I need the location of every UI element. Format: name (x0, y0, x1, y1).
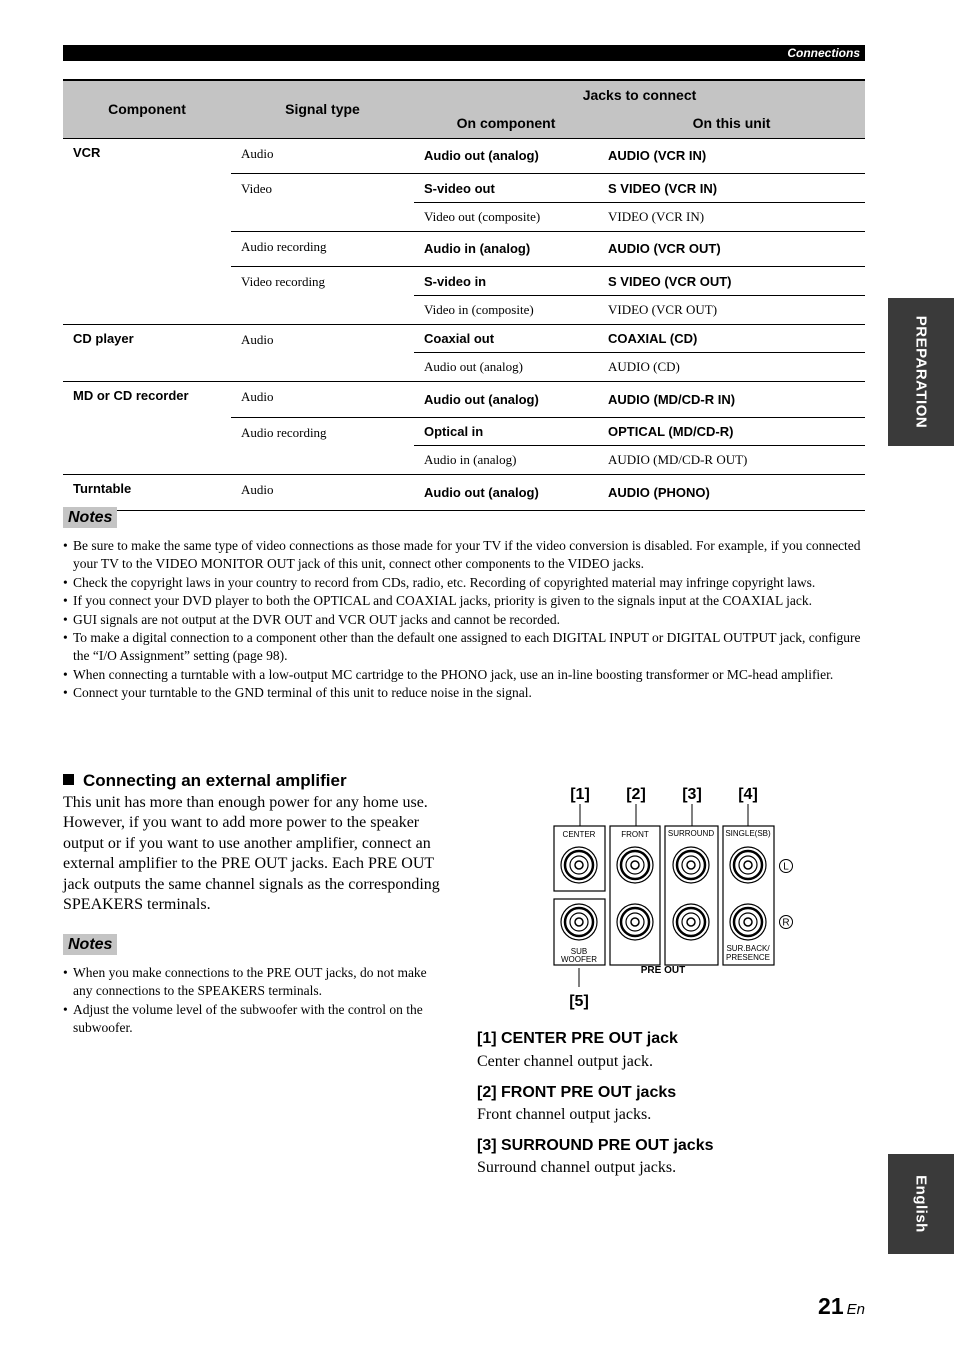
label-sur-back: SUR.BACK/ (726, 944, 770, 953)
rca-jack-icon (617, 904, 653, 940)
notes-list (63, 537, 865, 703)
rca-jack-icon (730, 847, 766, 883)
note-item: • Connect your turntable to the GND terminal of this unit to reduce noise in the signal. (63, 684, 865, 702)
cell-signal: Audio (231, 382, 414, 418)
rca-jack-icon (730, 904, 766, 940)
cell-component: VCR (63, 138, 231, 324)
cell-on-unit: OPTICAL (MD/CD-R) (598, 417, 865, 446)
section-name: Connections (787, 46, 860, 60)
cell-signal: Audio (231, 324, 414, 381)
note-item: • Check the copyright laws in your country to record from CDs, radio, etc. Recording of copyrighted material may infringe copyright laws. (63, 574, 865, 592)
cell-on-component: Audio out (analog) (414, 353, 598, 382)
cell-on-unit: AUDIO (MD/CD-R IN) (598, 382, 865, 418)
cell-signal: Audio (231, 475, 414, 511)
label-woofer: WOOFER (561, 955, 597, 964)
cell-signal: Audio (231, 138, 414, 174)
callout-2: [2] (626, 786, 646, 803)
cell-component: Turntable (63, 475, 231, 511)
cell-on-component: Optical in (414, 417, 598, 446)
cell-on-unit: S VIDEO (VCR OUT) (598, 267, 865, 296)
note-item: • To make a digital connection to a component other than the default one assigned to each DIGITAL INPUT or DIGITAL OUTPUT jack, configure the “I/O Assignment” setting (page 98). (63, 629, 865, 666)
cell-on-unit: VIDEO (VCR OUT) (598, 295, 865, 324)
item-2-title: [2] FRONT PRE OUT jacks (477, 1084, 677, 1101)
cell-on-component: Audio out (analog) (414, 382, 598, 418)
section-body: This unit has more than enough power for any home use. However, if you want to add more power to the speaker output or if you want to use another amplifier, connect an external amplifier to the PRE OUT jacks. Each PRE OUT jack outputs the same channel signals as the corresponding SPEAKERS terminals. (63, 794, 440, 914)
rca-jack-icon (617, 847, 653, 883)
square-bullet-icon (63, 774, 74, 785)
section-title (63, 771, 347, 791)
cell-signal: Video recording (231, 267, 414, 324)
callout-1: [1] (570, 786, 590, 803)
label-front: FRONT (621, 830, 649, 839)
label-presence: PRESENCE (725, 953, 771, 962)
label-surround: SURROUND (667, 829, 715, 838)
label-pre-out: PRE OUT (640, 965, 686, 976)
cell-on-component: S-video in (414, 267, 598, 296)
notes-label: Notes (63, 507, 117, 528)
cell-signal: Audio recording (231, 417, 414, 474)
note-item: • When you make connections to the PRE OUT jacks, do not make any connections to the SPEAKERS terminals. (63, 964, 448, 1001)
table-row (63, 475, 865, 511)
label-single-sb: SINGLE(SB) (725, 829, 771, 838)
callout-5: [5] (569, 993, 589, 1010)
cell-on-component: Video out (composite) (414, 202, 598, 231)
notes-label: Notes (63, 934, 117, 955)
cell-component: CD player (63, 324, 231, 381)
col-header-on-unit: On this unit (598, 109, 865, 138)
cell-on-unit: AUDIO (VCR IN) (598, 138, 865, 174)
note-item: • When connecting a turntable with a low-output MC cartridge to the PHONO jack, use an in-line boosting transformer or MC-head amplifier. (63, 666, 865, 684)
item-3-title: [3] SURROUND PRE OUT jacks (477, 1137, 714, 1154)
side-tab-english-label: English (912, 1175, 930, 1233)
col-header-component: Component (63, 80, 231, 138)
rca-jack-icon (673, 904, 709, 940)
cell-on-unit: AUDIO (VCR OUT) (598, 231, 865, 267)
notes-list (63, 964, 448, 1038)
section-title-text: Connecting an external amplifier (83, 771, 347, 790)
cell-on-unit: S VIDEO (VCR IN) (598, 174, 865, 203)
col-header-jacks: Jacks to connect (414, 80, 865, 109)
table-row (63, 382, 865, 418)
table-row (63, 138, 865, 174)
callout-3: [3] (682, 786, 702, 803)
page-number-suffix: En (846, 1301, 865, 1318)
header-bar (63, 45, 865, 61)
cell-on-component: Video in (composite) (414, 295, 598, 324)
note-item: • Be sure to make the same type of video connections as those made for your TV if the video conversion is disabled. For example, if you connected your TV to the VIDEO MONITOR OUT jack of this unit, connect other components to the VIDEO jacks. (63, 537, 865, 574)
cell-on-component: Audio in (analog) (414, 446, 598, 475)
cell-on-unit: AUDIO (MD/CD-R OUT) (598, 446, 865, 475)
cell-on-component: S-video out (414, 174, 598, 203)
col-header-on-component: On component (414, 109, 598, 138)
label-left: L (783, 861, 789, 873)
side-tab-english (888, 1154, 954, 1254)
cell-signal: Audio recording (231, 231, 414, 267)
pre-out-jacks-diagram (550, 780, 800, 1015)
rca-jack-icon (561, 904, 597, 940)
item-1-desc: Center channel output jack. (477, 1053, 653, 1070)
label-center: CENTER (562, 830, 596, 839)
cell-on-unit: AUDIO (PHONO) (598, 475, 865, 511)
connections-table (63, 79, 865, 511)
note-item: • GUI signals are not output at the DVR OUT and VCR OUT jacks and cannot be recorded. (63, 611, 865, 629)
cell-on-component: Audio out (analog) (414, 475, 598, 511)
note-item: • If you connect your DVD player to both the OPTICAL and COAXIAL jacks, priority is given to the signals input at the COAXIAL jack. (63, 592, 865, 610)
cell-component: MD or CD recorder (63, 382, 231, 475)
item-1-title: [1] CENTER PRE OUT jack (477, 1030, 678, 1047)
label-right: R (782, 917, 790, 929)
note-item: • Adjust the volume level of the subwoofer with the control on the subwoofer. (63, 1001, 448, 1038)
side-tab-preparation (888, 298, 954, 446)
rca-jack-icon (561, 847, 597, 883)
col-header-signal-type: Signal type (231, 80, 414, 138)
page-number-value: 21 (818, 1293, 844, 1319)
cell-on-component: Coaxial out (414, 324, 598, 353)
label-sub: SUB (570, 947, 588, 956)
callout-4: [4] (738, 786, 758, 803)
cell-on-unit: AUDIO (CD) (598, 353, 865, 382)
page-number (818, 1293, 865, 1320)
cell-on-component: Audio in (analog) (414, 231, 598, 267)
item-2-desc: Front channel output jacks. (477, 1106, 652, 1123)
cell-signal: Video (231, 174, 414, 231)
table-row (63, 324, 865, 353)
cell-on-unit: VIDEO (VCR IN) (598, 202, 865, 231)
item-3-desc: Surround channel output jacks. (477, 1159, 677, 1176)
side-tab-preparation-label: PREPARATION (912, 315, 930, 429)
rca-jack-icon (673, 847, 709, 883)
cell-on-component: Audio out (analog) (414, 138, 598, 174)
cell-on-unit: COAXIAL (CD) (598, 324, 865, 353)
